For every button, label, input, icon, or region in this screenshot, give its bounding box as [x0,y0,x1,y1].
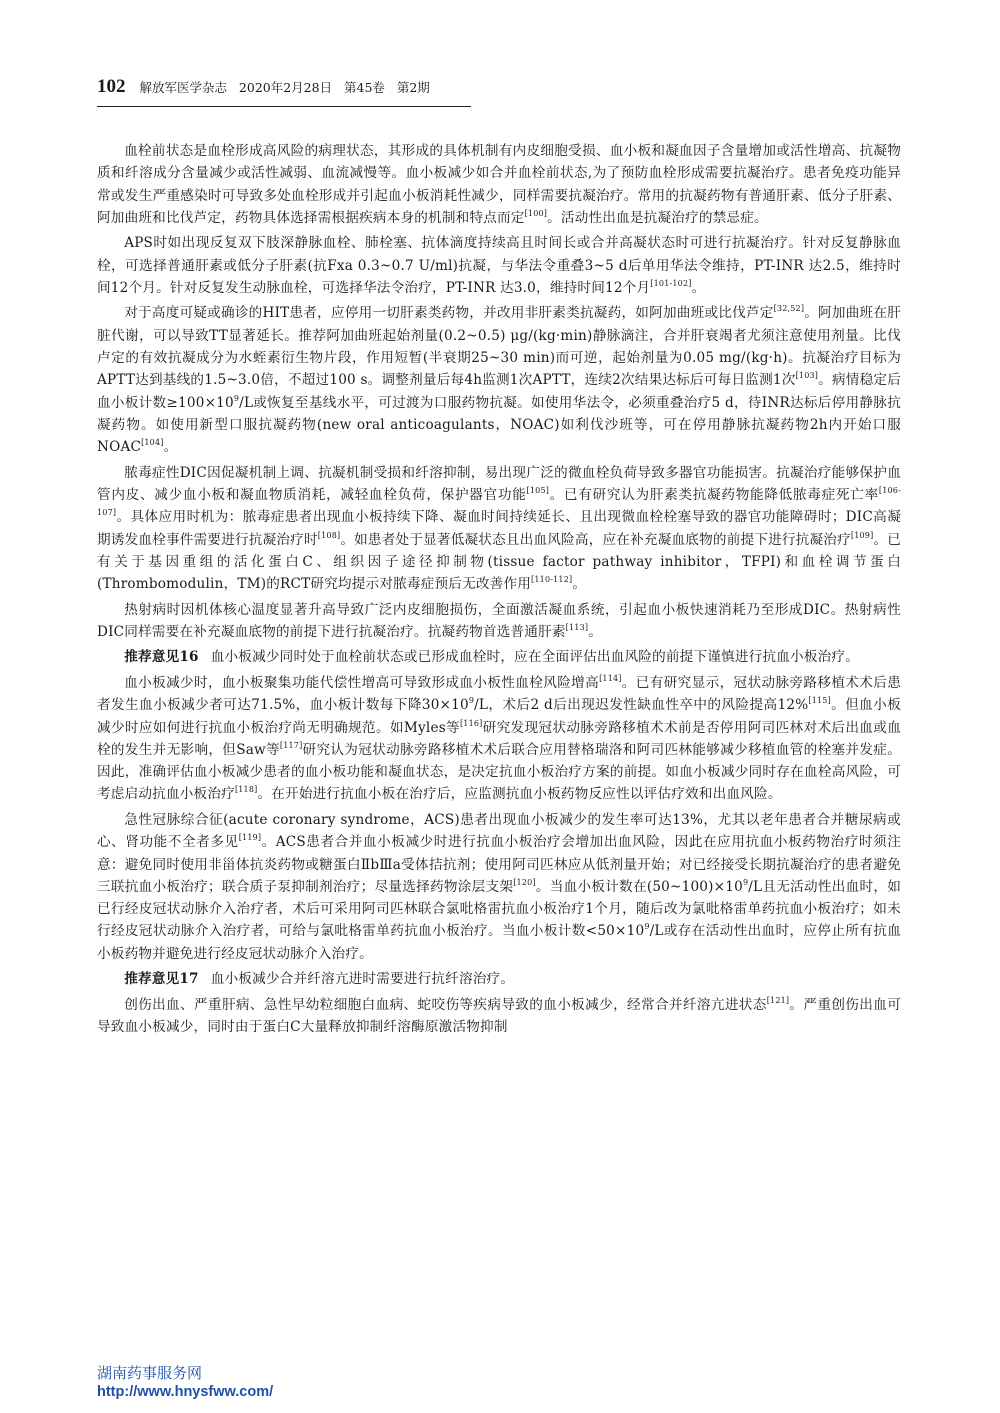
citation-superscript: 9 [233,393,240,403]
paragraph-text: 研究认为冠状动脉旁路移植术术后联合应用替格瑞洛和阿司匹林能够减少移植血管的栓塞并发症。因此，准确评估血小板减少患者的血小板功能和凝血状态，是决定抗血小板治疗方案的前提。如血小板减少同时存在血栓高风险，可考虑启动抗血小板治疗 [97,741,901,803]
paragraph-text: 。当血小板计数在(50~100)×10 [535,878,743,895]
citation-superscript: [101-102] [650,278,692,288]
citation-superscript: [119] [238,833,262,843]
watermark-site-name: 湖南药事服务网 [97,1364,203,1382]
paragraph-text: 血小板减少合并纤溶亢进时需要进行抗纤溶治疗。 [210,971,515,988]
citation-superscript: [121] [766,995,790,1005]
citation-superscript: [115] [808,696,831,706]
body-paragraph [97,994,901,1039]
paragraph-text: 。如患者处于显著低凝状态且出血风险高，应在补充凝血底物的前提下进行抗凝治疗 [340,531,851,548]
citation-superscript: [109] [850,530,874,540]
paragraph-text: 。活动性出血是抗凝治疗的禁忌症。 [547,209,768,226]
paragraph-text: 研究发现冠状动脉旁路移植术术前是否停用阿司匹林对术后出血或血栓的发生并无影响，但Saw等 [97,719,901,758]
paragraph-text: 。 [163,439,178,456]
citation-superscript: [108] [317,530,341,540]
paragraph-text: 血栓前状态是血栓形成高风险的病理状态，其形成的具体机制有内皮细胞受损、血小板和凝血因子含量增加或活性增高、抗凝物质和纤溶成分含量减少或活性减弱、血流减慢等。血小板减少如合并血栓前状态,为了预防血栓形成需要抗凝治疗。患者免疫功能异常或发生严重感染时可导致多处血栓形成并引起血小板消耗性减少，同样需要抗凝治疗。常用的抗凝药物有普通肝素、低分子肝素、阿加曲班和比伐芦定，药物具体选择需根据疾病本身的机制和特点而定 [97,143,901,226]
paragraph-text: 创伤出血、严重肝病、急性早幼粒细胞白血病、蛇咬伤等疾病导致的血小板减少，经常合并纤溶亢进状态 [124,996,767,1013]
paragraph-text: 。但血小板减少时应如何进行抗血小板治疗尚无明确规范。如Myles等 [97,697,902,736]
citation-superscript: [116] [459,718,483,728]
body-paragraph [97,302,901,458]
body-paragraph [97,232,901,299]
citation-superscript: [103] [795,371,819,381]
paragraph-text: 对于高度可疑或确诊的HIT患者，应停用一切肝素类药物，并改用非肝素类抗凝药，如阿加曲班或比伐芦定 [124,305,774,322]
paragraph-text: /L或恢复至基线水平，可过渡为口服药物抗凝。如使用华法令，必须重叠治疗5 d，待INR达标后停用静脉抗凝药物。如使用新型口服抗凝药物(new oral anticoagulants，NOAC)如利伐沙班等，可在停用静脉抗凝药物2h内开始口服NOAC [97,394,901,456]
journal-info: 解放军医学杂志 2020年2月28日 第45卷 第2期 [139,80,430,95]
citation-superscript: [110-112] [531,575,573,585]
paragraph-text: 。 [572,576,587,593]
paragraph-text: 。在开始进行抗血小板在治疗后，应监测抗血小板药物反应性以评估疗效和出血风险。 [257,786,782,803]
body-paragraph [97,599,901,644]
paragraph-text: /L或存在活动性出血时，应停止所有抗血小板药物并避免进行经皮冠状动脉介入治疗。 [97,923,902,962]
paragraph-text: /L且无活动性出血时，如已行经皮冠状动脉介入治疗者，术后可采用阿司匹林联合氯吡格雷抗血小板治疗1个月，随后改为氯吡格雷单药抗血小板治疗；如未行经皮冠状动脉介入治疗者，可给与氯吡格雷单药抗血小板治疗。当血小板计数<50×10 [97,878,901,940]
body-paragraph [97,672,901,806]
citation-superscript: 9 [644,922,650,932]
page-number: 102 [97,76,126,97]
citation-superscript: [120] [513,877,536,887]
paragraph-text: 。ACS患者合并血小板减少时进行抗血小板治疗会增加出血风险，因此在应用抗血小板药物治疗时须注意：避免同时使用非甾体抗炎药物或糖蛋白ⅡbⅢa受体拮抗剂；使用阿司匹林应从低剂量开始；对已经接受长期抗凝治疗的患者避免三联抗血小板治疗；联合质子泵抑制剂治疗；尽量选择药物涂层支架 [97,834,902,895]
recommendation-label: 推荐意见16 [124,649,199,666]
recommendation-label: 推荐意见17 [124,971,199,988]
paragraph-text: 。严重创伤出血可导致血小板减少，同时由于蛋白C大量释放抑制纤溶酶原激活物抑制 [97,996,901,1035]
paragraph-text: 。 [691,279,706,296]
recommendation-paragraph [97,968,901,990]
citation-superscript: 9 [742,877,749,887]
citation-superscript: [104] [141,438,164,448]
paragraph-text: 。已有研究认为肝素类抗凝药物能降低脓毒症死亡率 [549,487,879,504]
paragraph-text: 热射病时因机体核心温度显著升高导致广泛内皮细胞损伤，全面激活凝血系统，引起血小板快速消耗乃至形成DIC。热射病性DIC同样需要在补充凝血底物的前提下进行抗凝治疗。抗凝药物首选普通肝素 [97,601,901,640]
watermark-url[interactable]: http://www.hnysfww.com/ [97,1384,274,1400]
citation-superscript: [118] [234,785,258,795]
paragraph-text: 。已有关于基因重组的活化蛋白C、组织因子途径抑制物(tissue factor pathway inhibitor，TFPI)和血栓调节蛋白(Thrombomodulin，TM)的RCT研究均提示对脓毒症预后无改善作用 [97,531,902,593]
body-paragraph [97,462,901,596]
paragraph-text: 。阿加曲班在肝脏代谢，可以导致TT显著延长。推荐阿加曲班起始剂量(0.2~0.5) μg/(kg·min)静脉滴注，合并肝衰竭者尤须注意使用剂量。比伐卢定的有效抗凝成分为水蛭素衍生物片段，作用短暂(半衰期25~30 min)而可逆，起始剂量为0.05 mg/(kg·h)。抗凝治疗目标为APTT达到基线的1.5~3.0倍，不超过100 s。调整剂量后每4h监测1次APTT，连续2次结果达标后可每日监测1次 [97,305,902,389]
citation-superscript: [32,52] [773,304,805,314]
citation-superscript: [117] [279,740,303,750]
citation-superscript: [114] [599,673,622,683]
paragraph-text: 血小板减少同时处于血栓前状态或已形成血栓时，应在全面评估出血风险的前提下谨慎进行抗血小板治疗。 [210,649,859,666]
citation-superscript: [113] [565,622,589,632]
paragraph-text: 。 [588,623,602,640]
paragraph-text: 脓毒症性DIC因促凝机制上调、抗凝机制受损和纤溶抑制，易出现广泛的微血栓负荷导致多器官功能损害。抗凝治疗能够保护血管内皮、减少血小板和凝血物质消耗，减轻血栓负荷，保护器官功能 [97,464,901,504]
paragraph-text: 血小板减少时，血小板聚集功能代偿性增高可导致形成血小板性血栓风险增高 [124,674,600,691]
body-paragraph [97,140,901,229]
watermark[interactable] [97,1363,273,1401]
recommendation-paragraph [97,646,901,668]
body-paragraph [97,809,901,965]
paragraph-text: 。具体应用时机为：脓毒症患者出现血小板持续下降、凝血时间持续延长、且出现微血栓栓塞导致的器官功能障碍时；DIC高凝期诱发血栓事件需要进行抗凝治疗时 [97,509,901,548]
paragraph-text: APS时如出现反复双下肢深静脉血栓、肺栓塞、抗体滴度持续高且时间长或合并高凝状态时可进行抗凝治疗。针对反复静脉血栓，可选择普通肝素或低分子肝素(抗Fxa 0.3~0.7 U/ml)抗凝，与华法令重叠3~5 d后单用华法令维持，PT-INR 达2.5，维持时间12个月。针对反复发生动脉血栓，可选择华法令治疗，PT-INR 达3.0，维持时间12个月 [97,235,901,296]
paragraph-text: 。病情稳定后血小板计数≥100×10 [97,372,901,411]
citation-superscript: [100] [524,208,548,218]
running-header [97,76,471,107]
citation-superscript: 9 [468,696,475,706]
paragraph-text: 。已有研究显示，冠状动脉旁路移植术术后患者发生血小板减少者可达71.5%，血小板计数每下降30×10 [97,674,901,714]
paragraph-text: /L，术后2 d后出现迟发性缺血性卒中的风险提高12% [474,697,809,714]
article-body [97,140,901,1041]
paragraph-text: 急性冠脉综合征(acute coronary syndrome，ACS)患者出现血小板减少的发生率可达13%，尤其以老年患者合并糖尿病或心、肾功能不全者多见 [97,811,901,851]
citation-superscript: [106-107] [97,486,901,518]
citation-superscript: [105] [526,486,550,496]
